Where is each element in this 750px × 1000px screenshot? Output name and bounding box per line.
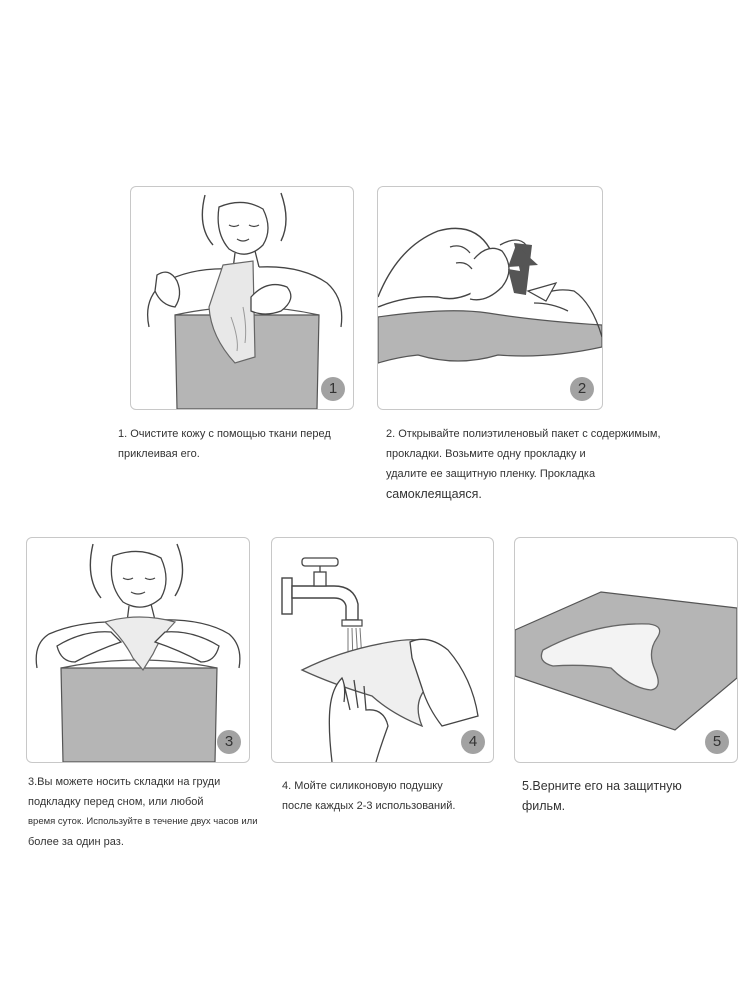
step-2-number-badge: 2	[570, 377, 594, 401]
caption-line: 1. Очистите кожу с помощью ткани перед	[118, 428, 331, 440]
step-3-caption	[28, 772, 258, 852]
caption-line: 2. Открывайте полиэтиленовый пакет с содержимым,	[386, 428, 661, 440]
caption-line: фильм.	[522, 799, 566, 813]
caption-line: после каждых 2-3 использований.	[282, 800, 456, 812]
step-5-panel	[514, 537, 738, 763]
caption-line: 5.Верните его на защитную	[522, 779, 682, 793]
peel-protective-film-icon	[378, 187, 602, 409]
caption-line: время суток. Используйте в течение двух часов или	[28, 816, 258, 827]
step-4-number-badge: 4	[461, 730, 485, 754]
step-2-caption	[386, 424, 661, 504]
step-4-caption	[282, 776, 455, 816]
step-3-number-badge: 3	[217, 730, 241, 754]
step-4-panel	[271, 537, 494, 763]
caption-line: 4. Мойте силиконовую подушку	[282, 780, 443, 792]
step-3-panel	[26, 537, 250, 763]
caption-line: подкладку перед сном, или любой	[28, 796, 204, 808]
woman-cleaning-skin-icon	[131, 187, 353, 409]
step-5-number-badge: 5	[705, 730, 729, 754]
caption-line: самоклеящаяся.	[386, 487, 482, 501]
pad-on-film-icon	[515, 538, 737, 762]
step-1-panel	[130, 186, 354, 410]
caption-line: более за один раз.	[28, 836, 124, 848]
step-5-caption	[522, 776, 682, 816]
woman-applying-pad-icon	[27, 538, 249, 762]
step-2-panel	[377, 186, 603, 410]
caption-line: 3.Вы можете носить складки на груди	[28, 776, 221, 788]
step-1-number-badge: 1	[321, 377, 345, 401]
caption-line: прокладки. Возьмите одну прокладку и	[386, 448, 586, 460]
caption-line: удалите ее защитную пленку. Прокладка	[386, 468, 596, 480]
caption-line: приклеивая его.	[118, 448, 200, 460]
washing-under-tap-icon	[272, 538, 493, 762]
step-1-caption	[118, 424, 331, 464]
